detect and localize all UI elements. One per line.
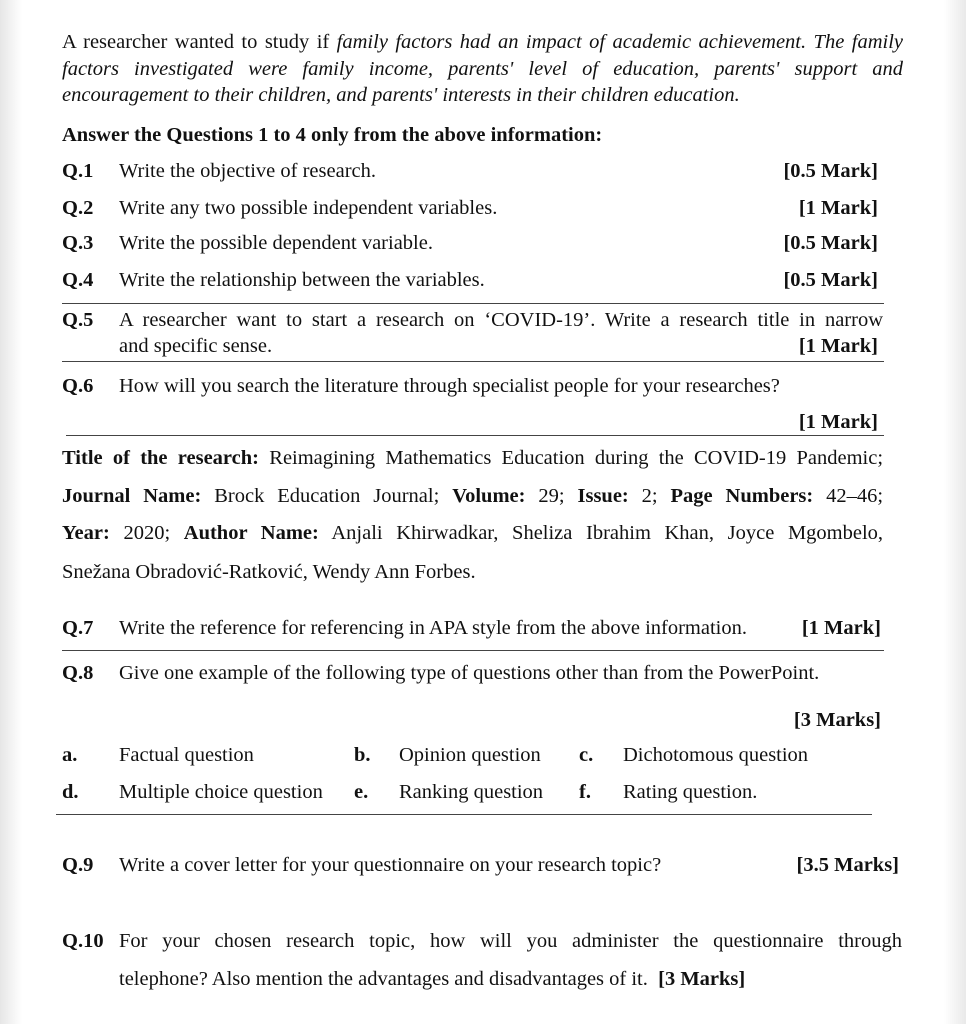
question-text: How will you search the literature through specialist people for your researches? [119,375,780,397]
pages-label: Page Numbers: [670,485,814,507]
reference-title-line [62,445,883,471]
intro-line-1 [62,29,903,55]
question-marks: [1 Mark] [798,197,878,219]
divider [62,361,884,362]
option-label: Opinion question [399,744,541,766]
intro-italic-text: family factors had an impact of academic achievement. The family [336,31,903,53]
journal-value: Brock Education Journal; [214,485,440,507]
divider [62,650,884,651]
option-letter: c. [579,744,594,766]
question-text: Write the reference for referencing in APA style from the above information. [119,617,747,639]
question-number: Q.6 [62,375,94,397]
question-number: Q.7 [62,617,94,639]
reference-journal-line [62,483,883,509]
option-letter: f. [579,781,591,803]
question-text: Write any two possible independent variables. [119,197,498,219]
question-marks: [1 Mark] [801,617,881,639]
question-text-line-1: For your chosen research topic, how will you administer the questionnaire through [119,930,902,952]
question-marks: [0.5 Mark] [783,232,878,254]
question-marks: [0.5 Mark] [783,269,878,291]
pages-value: 42–46; [826,485,884,507]
reference-year-author-line [62,520,883,546]
question-number: Q.3 [62,232,94,254]
journal-label: Journal Name: [62,485,202,507]
volume-value: 29; [538,485,565,507]
question-marks: [1 Mark] [798,335,878,357]
divider [62,303,884,304]
issue-value: 2; [641,485,658,507]
question-marks: [0.5 Mark] [783,160,878,182]
year-value: 2020; [123,522,171,544]
divider [66,435,884,436]
question-text-line-2: and specific sense. [119,335,273,357]
question-number: Q.2 [62,197,94,219]
option-label: Dichotomous question [623,744,809,766]
option-letter: b. [354,744,371,766]
question-marks: [3 Marks] [658,968,746,990]
question-text: Give one example of the following type of questions other than from the PowerPoint. [119,662,820,684]
option-letter: d. [62,781,79,803]
intro-line-2: factors investigated were family income, parents' level of education, parents' support and [62,58,903,80]
question-text: Write the relationship between the variables. [119,269,485,291]
question-text-line-1: A researcher want to start a research on ‘COVID-19’. Write a research title in narrow [119,309,883,331]
question-marks: [3 Marks] [793,709,881,731]
question-text: Write the possible dependent variable. [119,232,433,254]
question-number: Q.10 [62,930,104,952]
question-number: Q.4 [62,269,94,291]
question-text: Write the objective of research. [119,160,377,182]
question-number: Q.5 [62,309,94,331]
reference-author-continued: Snežana Obradović-Ratković, Wendy Ann Forbes. [62,561,476,583]
option-label: Rating question. [623,781,758,803]
intro-plain-text: A researcher wanted to study if [62,31,337,53]
question-marks: [3.5 Marks] [796,854,899,876]
instruction-heading: Answer the Questions 1 to 4 only from the above information: [62,124,603,146]
question-number: Q.1 [62,160,94,182]
title-label: Title of the research: [62,447,259,469]
divider [56,814,872,815]
volume-label: Volume: [452,485,526,507]
title-value: Reimagining Mathematics Education during the COVID-19 Pandemic; [269,447,884,469]
question-number: Q.8 [62,662,94,684]
option-letter: a. [62,744,78,766]
question-marks: [1 Mark] [798,411,878,433]
option-label: Ranking question [399,781,544,803]
option-label: Factual question [119,744,254,766]
year-label: Year: [62,522,110,544]
author-value: Anjali Khirwadkar, Sheliza Ibrahim Khan, Joyce Mgombelo, [331,522,884,544]
intro-line-3: encouragement to their children, and parents' interests in their children education. [62,84,740,106]
question-text-line-2 [119,966,745,992]
question-number: Q.9 [62,854,94,876]
question-text: telephone? Also mention the advantages and disadvantages of it. [119,968,648,990]
question-text: Write a cover letter for your questionnaire on your research topic? [119,854,662,876]
option-label: Multiple choice question [119,781,323,803]
author-label: Author Name: [183,522,319,544]
option-letter: e. [354,781,369,803]
issue-label: Issue: [577,485,629,507]
